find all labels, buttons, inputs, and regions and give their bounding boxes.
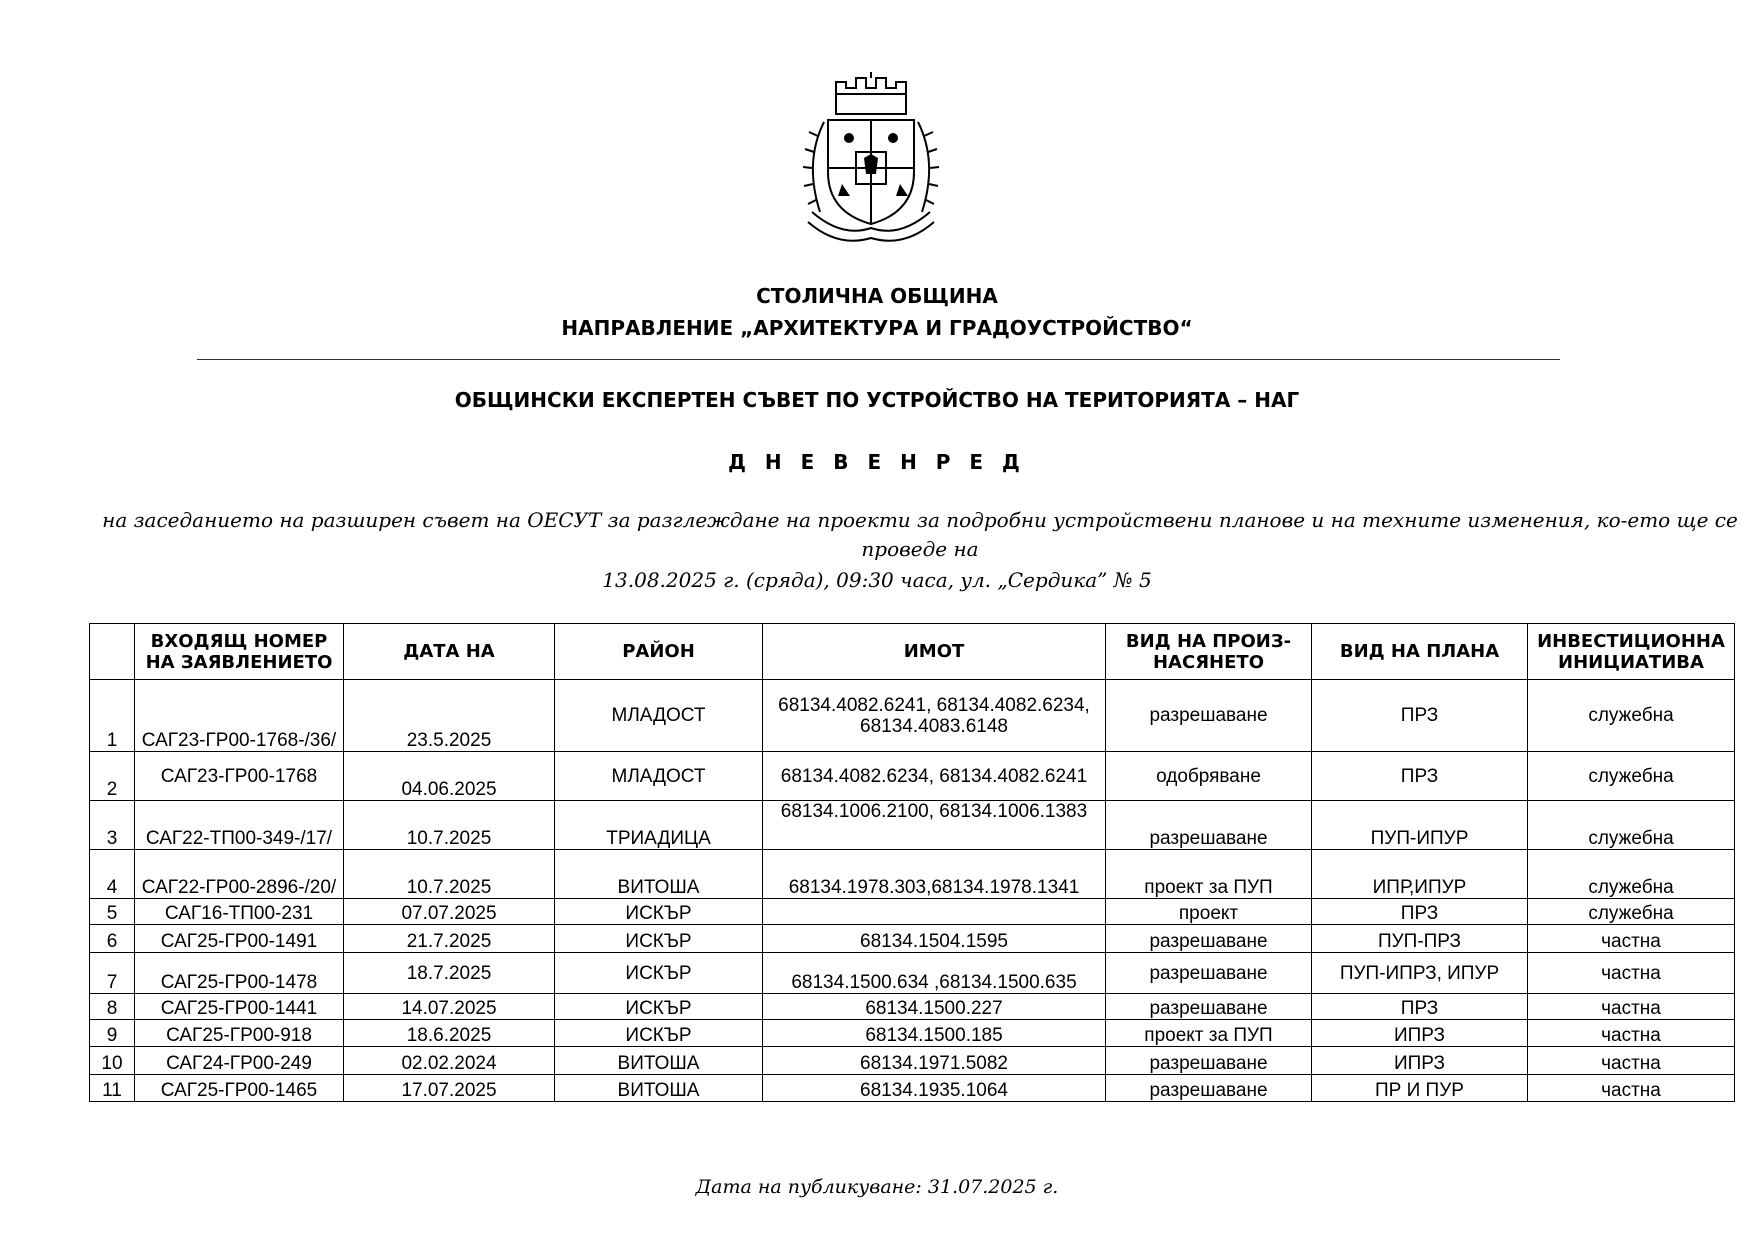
district: ИСКЪР: [555, 994, 763, 1020]
initiative: частна: [1528, 1020, 1735, 1047]
publication-date: Дата на публикуване: 31.07.2025 г.: [695, 1176, 1059, 1198]
header-divider: [197, 359, 1560, 360]
application-number: САГ25-ГР00-1491: [135, 925, 344, 953]
col-header-district: РАЙОН: [555, 624, 763, 680]
decision-type: разрешаване: [1106, 801, 1312, 850]
application-number: САГ25-ГР00-1441: [135, 994, 344, 1020]
agenda-table: [89, 623, 1735, 1102]
table-row: [90, 801, 1735, 850]
property: 68134.1504.1595: [763, 925, 1106, 953]
plan-type: ПРЗ: [1312, 994, 1528, 1020]
initiative: частна: [1528, 1075, 1735, 1102]
property: 68134.1500.227: [763, 994, 1106, 1020]
plan-type: ИПРЗ: [1312, 1047, 1528, 1075]
plan-type: ИПРЗ: [1312, 1020, 1528, 1047]
property: [763, 899, 1106, 925]
plan-type: ПУП-ИПУР: [1312, 801, 1528, 850]
plan-type: ПУП-ИПРЗ, ИПУР: [1312, 953, 1528, 994]
table-row: [90, 994, 1735, 1020]
row-num: 3: [90, 801, 135, 850]
initiative: частна: [1528, 1047, 1735, 1075]
district: ТРИАДИЦА: [555, 801, 763, 850]
application-date: 07.07.2025: [344, 899, 555, 925]
council-name: ОБЩИНСКИ ЕКСПЕРТЕН СЪВЕТ ПО УСТРОЙСТВО НА ТЕРИТОРИЯТА – НАГ: [454, 388, 1300, 412]
initiative: служебна: [1528, 801, 1735, 850]
property: 68134.1935.1064: [763, 1075, 1106, 1102]
table-row: [90, 899, 1735, 925]
application-date: 21.7.2025: [344, 925, 555, 953]
plan-type: ПР И ПУР: [1312, 1075, 1528, 1102]
table-header-row: [90, 624, 1735, 680]
initiative: частна: [1528, 925, 1735, 953]
property: 68134.1006.2100, 68134.1006.1383: [763, 801, 1106, 850]
initiative: служебна: [1528, 850, 1735, 899]
row-num: 4: [90, 850, 135, 899]
application-date: 17.07.2025: [344, 1075, 555, 1102]
decision-type: одобряване: [1106, 752, 1312, 801]
district: ИСКЪР: [555, 953, 763, 994]
initiative: служебна: [1528, 899, 1735, 925]
col-header-initiative: ИНВЕСТИЦИОННА ИНИЦИАТИВА: [1528, 624, 1735, 680]
application-number: САГ25-ГР00-1478: [135, 953, 344, 994]
district: ИСКЪР: [555, 899, 763, 925]
row-num: 11: [90, 1075, 135, 1102]
decision-type: проект: [1106, 899, 1312, 925]
decision-type: разрешаване: [1106, 925, 1312, 953]
plan-type: ПРЗ: [1312, 680, 1528, 752]
district: ИСКЪР: [555, 925, 763, 953]
meeting-intro: на заседанието на разширен съвет на ОЕСУТ за разглеждане на проекти за подробни устройствени планове и на техните изменения, ко-ето ще се проведе на: [102, 508, 1738, 561]
col-header-application: ВХОДЯЩ НОМЕР НА ЗАЯВЛЕНИЕТО: [135, 624, 344, 680]
table-row: [90, 1020, 1735, 1047]
row-num: 6: [90, 925, 135, 953]
application-date: 18.6.2025: [344, 1020, 555, 1047]
initiative: частна: [1528, 994, 1735, 1020]
col-header-plan: ВИД НА ПЛАНА: [1312, 624, 1528, 680]
property: 68134.4082.6234, 68134.4082.6241: [763, 752, 1106, 801]
col-header-decision: ВИД НА ПРОИЗ-НАСЯНЕТО: [1106, 624, 1312, 680]
application-date: 14.07.2025: [344, 994, 555, 1020]
application-number: САГ22-ГР00-2896-/20/: [135, 850, 344, 899]
property: 68134.1971.5082: [763, 1047, 1106, 1075]
row-num: 2: [90, 752, 135, 801]
table-row: [90, 953, 1735, 994]
application-date: 10.7.2025: [344, 801, 555, 850]
initiative: служебна: [1528, 680, 1735, 752]
row-num: 8: [90, 994, 135, 1020]
decision-type: разрешаване: [1106, 1047, 1312, 1075]
property: 68134.4082.6241, 68134.4082.6234, 68134.4083.6148: [763, 680, 1106, 752]
decision-type: разрешаване: [1106, 994, 1312, 1020]
department-name: НАПРАВЛЕНИЕ „АРХИТЕКТУРА И ГРАДОУСТРОЙСТВО“: [561, 316, 1193, 340]
organization-name: СТОЛИЧНА ОБЩИНА: [756, 284, 998, 308]
plan-type: ПРЗ: [1312, 752, 1528, 801]
col-header-date: ДАТА НА: [344, 624, 555, 680]
plan-type: ПУП-ПРЗ: [1312, 925, 1528, 953]
col-header-property: ИМОТ: [763, 624, 1106, 680]
table-row: [90, 1075, 1735, 1102]
table-row: [90, 680, 1735, 752]
row-num: 5: [90, 899, 135, 925]
row-num: 1: [90, 680, 135, 752]
table-row: [90, 850, 1735, 899]
property: 68134.1978.303,68134.1978.1341: [763, 850, 1106, 899]
application-date: 04.06.2025: [344, 752, 555, 801]
application-date: 18.7.2025: [344, 953, 555, 994]
property: 68134.1500.634 ,68134.1500.635: [763, 953, 1106, 994]
decision-type: проект за ПУП: [1106, 1020, 1312, 1047]
district: МЛАДОСТ: [555, 752, 763, 801]
application-number: САГ16-ТП00-231: [135, 899, 344, 925]
initiative: частна: [1528, 953, 1735, 994]
application-number: САГ25-ГР00-918: [135, 1020, 344, 1047]
sofia-coat-of-arms-icon: [798, 72, 944, 248]
district: ИСКЪР: [555, 1020, 763, 1047]
row-num: 10: [90, 1047, 135, 1075]
district: ВИТОША: [555, 1075, 763, 1102]
initiative: служебна: [1528, 752, 1735, 801]
table-row: [90, 1047, 1735, 1075]
row-num: 9: [90, 1020, 135, 1047]
decision-type: разрешаване: [1106, 680, 1312, 752]
district: ВИТОША: [555, 850, 763, 899]
row-num: 7: [90, 953, 135, 994]
application-number: САГ25-ГР00-1465: [135, 1075, 344, 1102]
agenda-title: Д Н Е В Е Н Р Е Д: [728, 450, 1026, 474]
application-number: САГ23-ГР00-1768: [135, 752, 344, 801]
application-date: 10.7.2025: [344, 850, 555, 899]
plan-type: ИПР,ИПУР: [1312, 850, 1528, 899]
district: МЛАДОСТ: [555, 680, 763, 752]
decision-type: разрешаване: [1106, 1075, 1312, 1102]
application-date: 23.5.2025: [344, 680, 555, 752]
property: 68134.1500.185: [763, 1020, 1106, 1047]
application-number: САГ22-ТП00-349-/17/: [135, 801, 344, 850]
decision-type: проект за ПУП: [1106, 850, 1312, 899]
application-number: САГ24-ГР00-249: [135, 1047, 344, 1075]
col-header-num: [90, 624, 135, 680]
table-row: [90, 752, 1735, 801]
plan-type: ПРЗ: [1312, 899, 1528, 925]
district: ВИТОША: [555, 1047, 763, 1075]
application-date: 02.02.2024: [344, 1047, 555, 1075]
table-row: [90, 925, 1735, 953]
meeting-datetime: 13.08.2025 г. (сряда), 09:30 часа, ул. „Сердика” № 5: [602, 568, 1152, 592]
application-number: САГ23-ГР00-1768-/36/: [135, 680, 344, 752]
decision-type: разрешаване: [1106, 953, 1312, 994]
